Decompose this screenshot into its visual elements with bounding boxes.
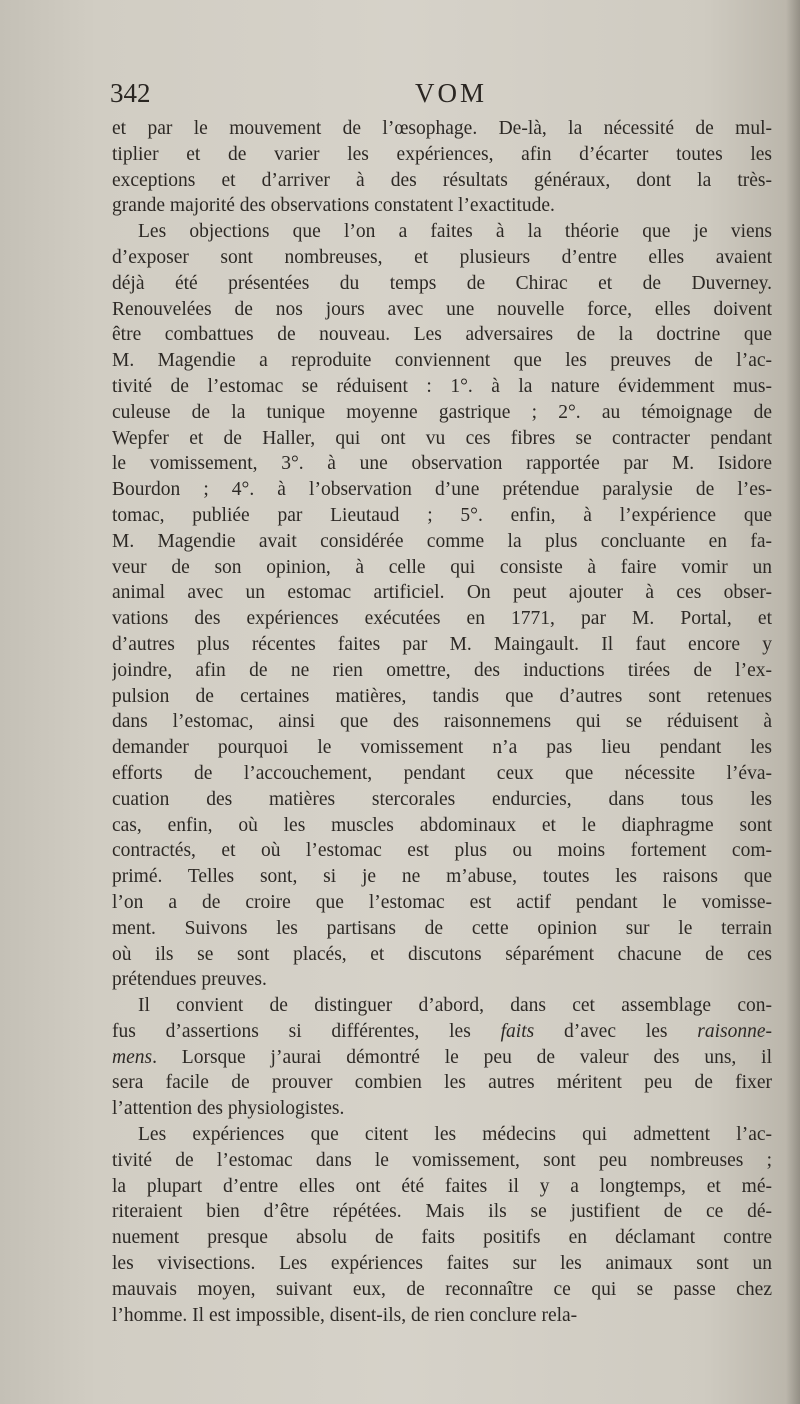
text-line: l’on a de croire que l’estomac est actif pendant le vomisse-	[112, 891, 772, 913]
text-line: dans l’estomac, ainsi que des raisonnemens qui se réduisent à	[112, 711, 772, 733]
text-line: tiplier et de varier les expériences, afin d’écarter toutes les	[112, 143, 772, 165]
text-line: d’exposer sont nombreuses, et plusieurs d’entre elles avaient	[112, 246, 772, 268]
text-line: l’attention des physiologistes.	[112, 1098, 345, 1120]
text-line: cuation des matières stercorales endurcies, dans tous les	[112, 788, 772, 810]
text-line: pulsion de certaines matières, tandis que d’autres sont retenues	[112, 685, 772, 707]
text-line: nuement presque absolu de faits positifs en déclamant contre	[112, 1227, 772, 1249]
page-number: 342	[110, 78, 151, 108]
text-line: Les objections que l’on a faites à la théorie que je viens	[138, 221, 772, 243]
text-line: vations des expériences exécutées en 1771, par M. Portal, et	[112, 608, 772, 630]
running-head: VOM	[415, 78, 488, 108]
text-line: cas, enfin, où les muscles abdominaux et le diaphragme sont	[112, 814, 772, 836]
text-line: Renouvelées de nos jours avec une nouvelle force, elles doivent	[112, 298, 772, 320]
text-line: l’homme. Il est impossible, disent-ils, de rien conclure rela-	[112, 1304, 578, 1326]
text-line: être combattues de nouveau. Les adversaires de la doctrine que	[112, 324, 772, 346]
text-line: d’autres plus récentes faites par M. Maingault. Il faut encore y	[112, 633, 772, 655]
paragraph	[112, 1122, 772, 1328]
text-line: joindre, afin de ne rien omettre, des inductions tirées de l’ex-	[112, 659, 772, 681]
text-line: Bourdon ; 4°. à l’observation d’une prétendue paralysie de l’es-	[112, 479, 772, 501]
text-line: primé. Telles sont, si je ne m’abuse, toutes les raisons que	[112, 866, 772, 888]
text-line: et par le mouvement de l’œsophage. De-là, la nécessité de mul-	[112, 118, 772, 139]
text-line: grande majorité des observations constatent l’exactitude.	[112, 195, 555, 217]
paragraph	[112, 219, 772, 993]
text-line: efforts de l’accouchement, pendant ceux que nécessite l’éva-	[112, 762, 772, 784]
text-line: tivité de l’estomac dans le vomissement, sont peu nombreuses ;	[112, 1149, 772, 1171]
text-line: Les expériences que citent les médecins qui admettent l’ac-	[138, 1124, 772, 1146]
text-line: M. Magendie avait considérée comme la plus concluante en fa-	[112, 530, 772, 552]
text-line: veur de son opinion, à celle qui consiste à faire vomir un	[112, 556, 772, 578]
text-line: mauvais moyen, suivant eux, de reconnaître ce qui se passe chez	[112, 1278, 772, 1300]
text-line: contractés, et où l’estomac est plus ou moins fortement com-	[112, 840, 772, 862]
paragraph	[112, 993, 772, 1122]
text-line: la plupart d’entre elles ont été faites il y a longtemps, et mé-	[112, 1175, 772, 1197]
page-header	[110, 78, 770, 118]
text-line: exceptions et d’arriver à des résultats généraux, dont la très-	[112, 169, 772, 191]
text-line: le vomissement, 3°. à une observation rapportée par M. Isidore	[112, 453, 772, 475]
text-line: où ils se sont placés, et discutons séparément chacune de ces	[112, 943, 772, 965]
text-line: prétendues preuves.	[112, 969, 267, 991]
text-line: mens. Lorsque j’aurai démontré le peu de valeur des uns, il	[112, 1046, 772, 1068]
text-line: demander pourquoi le vomissement n’a pas lieu pendant les	[112, 737, 772, 759]
text-line: tivité de l’estomac se réduisent : 1°. à la nature évidemment mus-	[112, 375, 772, 397]
text-line: ment. Suivons les partisans de cette opinion sur le terrain	[112, 917, 772, 939]
text-line: culeuse de la tunique moyenne gastrique ; 2°. au témoignage de	[112, 401, 772, 423]
text-line: animal avec un estomac artificiel. On peut ajouter à ces obser-	[112, 582, 772, 604]
body-text	[112, 116, 772, 1328]
text-line: tomac, publiée par Lieutaud ; 5°. enfin, à l’expérience que	[112, 504, 772, 526]
text-line: les vivisections. Les expériences faites sur les animaux sont un	[112, 1253, 772, 1275]
text-line: Il convient de distinguer d’abord, dans cet assemblage con-	[138, 995, 772, 1017]
text-line: déjà été présentées du temps de Chirac et de Duverney.	[112, 272, 772, 294]
text-line: Wepfer et de Haller, qui ont vu ces fibres se contracter pendant	[112, 427, 772, 449]
text-line: sera facile de prouver combien les autres méritent peu de fixer	[112, 1072, 772, 1094]
text-line: fus d’assertions si différentes, les faits d’avec les raisonne-	[112, 1020, 772, 1042]
paragraph	[112, 116, 772, 219]
text-line: M. Magendie a reproduite conviennent que les preuves de l’ac-	[112, 350, 772, 372]
text-line: riteraient bien d’être répétées. Mais ils se justifient de ce dé-	[112, 1201, 772, 1223]
